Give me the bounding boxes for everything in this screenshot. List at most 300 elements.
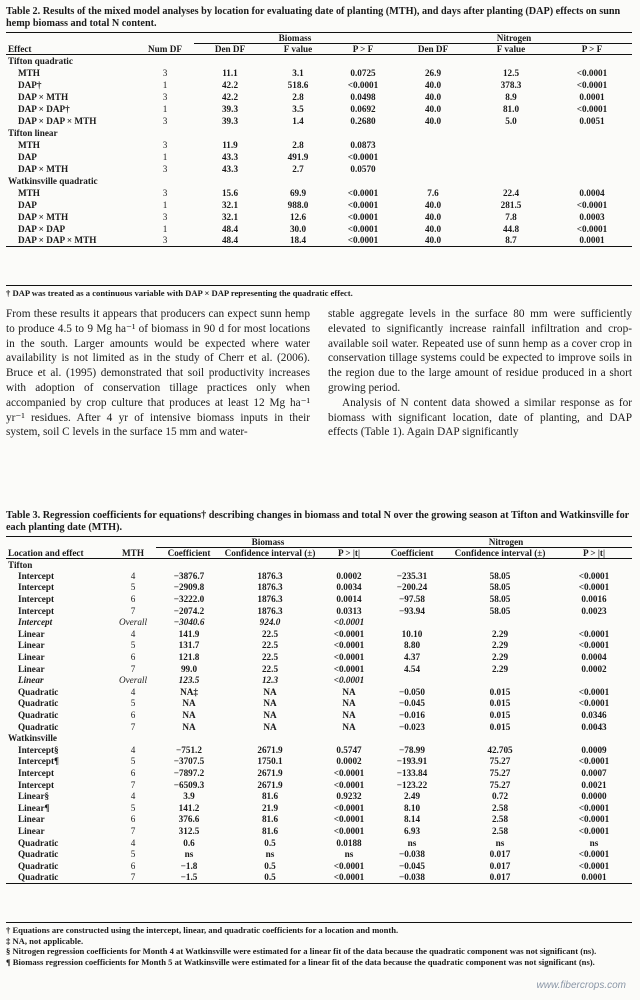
table-cell: 5.0	[505, 115, 517, 126]
table-cell: 0.0023	[581, 605, 607, 616]
table-cell: <0.0001	[333, 814, 365, 825]
table-cell: Intercept	[18, 605, 55, 616]
table-cell: 39.3	[221, 103, 239, 114]
table-cell: DAP × MTH	[18, 163, 69, 174]
table-cell: 81.0	[502, 103, 520, 114]
table-cell	[552, 151, 632, 163]
table-cell: Intercept	[18, 767, 55, 778]
table-cell	[556, 674, 632, 686]
table-cell: 3	[162, 211, 168, 222]
table-section-row	[6, 127, 632, 139]
table-cell: 131.7	[178, 640, 200, 651]
table-cell: Linear	[18, 825, 45, 836]
table-cell: 123.5	[178, 675, 200, 686]
table-cell: −6509.3	[173, 779, 205, 790]
table-cell: 0.017	[489, 860, 511, 871]
table-cell	[444, 674, 556, 686]
table-cell: 491.9	[287, 151, 309, 162]
table-cell: 44.8	[502, 223, 520, 234]
table-cell	[470, 151, 552, 163]
table-cell: Quadratic	[18, 860, 59, 871]
table2-group-biomass: Biomass	[194, 33, 396, 44]
table-cell: Quadratic	[18, 837, 59, 848]
table-cell: Linear	[18, 640, 45, 651]
section-label: Tifton	[8, 559, 33, 570]
table-cell: 3	[162, 235, 168, 246]
table-cell: 58.05	[489, 594, 511, 605]
table-cell: 4	[130, 837, 136, 848]
table-cell: 4	[130, 744, 136, 755]
table-cell: 4.37	[403, 652, 421, 663]
table-cell: 5	[130, 582, 136, 593]
table-cell: 32.1	[221, 199, 239, 210]
table-cell: 58.05	[489, 582, 511, 593]
table-cell: 40.0	[424, 103, 442, 114]
table-cell: MTH	[18, 139, 40, 150]
table-cell: 12.3	[261, 675, 279, 686]
table-cell: 0.5	[264, 860, 276, 871]
table-cell: 0.017	[489, 872, 511, 883]
table-row	[6, 848, 632, 860]
table-cell: 0.015	[489, 686, 511, 697]
table-cell: 6	[130, 710, 136, 721]
table-cell: 99.0	[180, 663, 198, 674]
column-header: Confidence interval (±)	[454, 548, 546, 558]
column-header: Num DF	[148, 43, 182, 54]
table-cell: <0.0001	[576, 67, 608, 78]
table-cell: 22.5	[261, 652, 279, 663]
table-cell: 0.0188	[336, 837, 362, 848]
table-cell: −7897.2	[173, 767, 205, 778]
table-cell: 988.0	[287, 199, 309, 210]
table-cell: 7	[130, 721, 136, 732]
table-cell: NA	[342, 698, 356, 709]
section-label: Tifton quadratic	[8, 55, 73, 66]
table-cell: 40.0	[424, 211, 442, 222]
table-cell: 2671.9	[257, 744, 283, 755]
table3-footnote: ¶ Biomass regression coefficients for Month 5 at Watkinsville were estimated for a linear fit of the data because the quadratic component was not significant (ns).	[6, 956, 595, 967]
table-cell: 1	[162, 199, 168, 210]
table-cell	[396, 151, 470, 163]
table-cell: 48.4	[221, 223, 239, 234]
table-cell: Linear	[18, 663, 45, 674]
table-cell: 40.0	[424, 79, 442, 90]
table-cell: 15.6	[221, 187, 239, 198]
table-cell: 2.8	[292, 91, 304, 102]
table-cell: <0.0001	[333, 872, 365, 883]
table-cell: 58.05	[489, 605, 511, 616]
table-cell: 48.4	[221, 235, 239, 246]
table-cell: 3.5	[292, 103, 304, 114]
table-cell: <0.0001	[333, 767, 365, 778]
table-cell: 2.7	[292, 163, 304, 174]
table3-group-nitrogen: Nitrogen	[380, 537, 632, 548]
table-cell: 42.2	[221, 79, 239, 90]
column-header: P > F	[581, 44, 603, 54]
table-cell: −0.023	[399, 721, 425, 732]
table-cell: 518.6	[287, 79, 309, 90]
table-cell: 1876.3	[257, 594, 283, 605]
table-cell: 2671.9	[257, 767, 283, 778]
table-cell: MTH	[18, 187, 40, 198]
table-cell: 0.6	[183, 837, 195, 848]
table-cell: 58.05	[489, 570, 511, 581]
table-cell: 3	[162, 67, 168, 78]
table-cell: <0.0001	[578, 860, 610, 871]
table-row	[6, 860, 632, 872]
table-cell: 8.80	[403, 640, 421, 651]
table-cell: 0.017	[489, 849, 511, 860]
section-label: Watkinsville	[8, 733, 58, 744]
table-cell: 5	[130, 849, 136, 860]
table-cell: 81.6	[261, 814, 279, 825]
table-cell: NA	[182, 721, 196, 732]
table-cell: <0.0001	[578, 686, 610, 697]
column-header: P > F	[352, 44, 374, 54]
table-cell: NA	[263, 721, 277, 732]
table-cell: <0.0001	[333, 617, 365, 628]
table-cell: 0.5747	[336, 744, 362, 755]
table-row	[6, 103, 632, 115]
table-cell: 2.29	[491, 663, 509, 674]
table-cell: DAP × MTH	[18, 91, 69, 102]
table-cell: 8.14	[403, 814, 421, 825]
table-row	[6, 825, 632, 837]
table-cell: 3	[162, 163, 168, 174]
table-cell: ns	[589, 837, 599, 848]
table-cell: 0.0004	[579, 187, 605, 198]
table-cell: 1876.3	[257, 605, 283, 616]
table-cell	[556, 616, 632, 628]
table-cell: Linear	[18, 675, 44, 686]
table-cell: <0.0001	[576, 199, 608, 210]
table-cell: −0.016	[399, 710, 425, 721]
table-section-row	[6, 55, 632, 67]
table-cell: 1	[162, 151, 168, 162]
table-cell	[552, 139, 632, 151]
table-cell: 0.0692	[350, 103, 376, 114]
table-cell: <0.0001	[578, 756, 610, 767]
table-row	[6, 756, 632, 768]
table-cell: 0.015	[489, 721, 511, 732]
table3-footnote: † Equations are constructed using the intercept, linear, and quadratic coefficients for a location and month.	[6, 925, 399, 935]
table-row	[6, 767, 632, 779]
table-cell: 0.0001	[581, 872, 607, 883]
table-cell: NA	[342, 686, 356, 697]
table-cell: Intercept	[18, 570, 55, 581]
table-cell: 75.27	[489, 779, 511, 790]
table-row	[6, 744, 632, 756]
table-cell: 7	[130, 825, 136, 836]
table3-footnote: ‡ NA, not applicable.	[6, 935, 84, 946]
table-cell: 2.29	[491, 628, 509, 639]
table-cell: Quadratic	[18, 872, 59, 883]
table-cell: NA	[263, 710, 277, 721]
table-cell: 4	[130, 791, 136, 802]
table-cell: <0.0001	[347, 223, 379, 234]
table-row	[6, 570, 632, 582]
table-row	[6, 663, 632, 675]
table-cell: <0.0001	[333, 652, 365, 663]
table-cell: 22.5	[261, 628, 279, 639]
table-row	[6, 211, 632, 223]
table-cell: <0.0001	[347, 235, 379, 246]
table-cell: DAP × DAP × MTH	[18, 235, 97, 246]
table-cell: 6	[130, 652, 136, 663]
table-cell: 7	[130, 605, 136, 616]
table-cell: DAP × DAP × MTH	[18, 115, 97, 126]
table-cell: 2671.9	[257, 779, 283, 790]
table-row	[6, 790, 632, 802]
table-cell: 42.705	[487, 744, 513, 755]
table-cell: 0.0002	[336, 570, 362, 581]
column-header: Coefficient	[167, 548, 211, 558]
table-cell: 0.015	[489, 710, 511, 721]
table-row	[6, 651, 632, 663]
table-row	[6, 709, 632, 721]
table-cell: 141.9	[178, 628, 200, 639]
table-cell: 0.72	[491, 791, 509, 802]
table-section-row	[6, 175, 632, 187]
table-cell: 1	[162, 79, 168, 90]
table-cell: 1.4	[292, 115, 304, 126]
body-left-column	[6, 307, 310, 440]
table-cell: DAP	[18, 199, 37, 210]
table-row	[6, 593, 632, 605]
table-cell: −93.94	[399, 605, 425, 616]
table-cell: Linear¶	[18, 802, 50, 813]
table-cell: 8.9	[505, 91, 517, 102]
table-cell: 5	[130, 640, 136, 651]
body-paragraph: From these results it appears that producers can expect sunn hemp to produce 4.5 to 9 Mg ha⁻¹ of biomass in 90 d for most locations in the south. Larger amounts would be expected where water availability is not limited as in the study of Cherr et al. (2006). Bruce et al. (1995) demonstrated that soil productivity increases with adoption of conservation tillage practices only when accompanied by crop culture that produces at least 12 Mg ha⁻¹ yr⁻¹ residues. After 4 yr of intensive biomass inputs in their system, soil C levels in the surface 15 mm and water-	[6, 308, 310, 439]
table-cell: 40.0	[424, 199, 442, 210]
table2-footnote: † DAP was treated as a continuous variable with DAP × DAP representing the quadratic effect.	[6, 285, 632, 299]
table-cell: 40.0	[424, 115, 442, 126]
table-row	[6, 91, 632, 103]
table3-caption: Table 3. Regression coefficients for equations† describing changes in biomass and total N over the growing season at Tifton and Watkinsville for each planting date (MTH).	[6, 510, 629, 533]
table-cell: 30.0	[289, 223, 307, 234]
table-cell: −0.038	[399, 849, 425, 860]
table-cell: 75.27	[489, 767, 511, 778]
table-cell	[444, 616, 556, 628]
table-cell	[396, 139, 470, 151]
table-cell: 7	[130, 663, 136, 674]
table-cell: 32.1	[221, 211, 239, 222]
table-cell: Quadratic	[18, 698, 59, 709]
table-cell: 5	[130, 698, 136, 709]
table-cell	[470, 163, 552, 175]
table-cell: <0.0001	[333, 675, 365, 686]
table-cell: DAP × DAP	[18, 223, 66, 234]
column-header: P > |t|	[582, 548, 606, 558]
table-cell: <0.0001	[576, 223, 608, 234]
table-cell: 0.5	[264, 837, 276, 848]
table-cell	[380, 616, 444, 628]
table-cell: NA	[263, 686, 277, 697]
table-cell: 4	[130, 570, 136, 581]
table-cell: 0.0498	[350, 91, 376, 102]
table-cell: <0.0001	[333, 779, 365, 790]
table-cell: 22.5	[261, 663, 279, 674]
table-cell: <0.0001	[578, 802, 610, 813]
table-row	[6, 872, 632, 884]
table-cell: 6	[130, 814, 136, 825]
column-header: Den DF	[214, 44, 246, 54]
table-cell: <0.0001	[347, 199, 379, 210]
table-cell: 2.58	[491, 802, 509, 813]
column-header: F value	[496, 44, 526, 54]
table-cell: 0.0003	[579, 211, 605, 222]
table-cell: <0.0001	[578, 570, 610, 581]
table-cell: ns	[265, 849, 275, 860]
table-cell: 22.5	[261, 640, 279, 651]
table-cell: 40.0	[424, 91, 442, 102]
table-cell: 6	[130, 860, 136, 871]
table-cell: ns	[495, 837, 505, 848]
table-cell: <0.0001	[347, 211, 379, 222]
column-header: MTH	[122, 547, 144, 558]
table-cell: DAP × MTH	[18, 211, 69, 222]
table-cell: <0.0001	[578, 628, 610, 639]
table-row	[6, 163, 632, 175]
table-cell: 3.9	[183, 791, 195, 802]
watermark: www.fibercrops.com	[536, 980, 626, 991]
table-cell: 2.58	[491, 814, 509, 825]
table-cell: 4.54	[403, 663, 421, 674]
table-cell: 121.8	[178, 652, 200, 663]
column-header: P > |t|	[337, 548, 361, 558]
table-cell: <0.0001	[578, 698, 610, 709]
column-header: Effect	[8, 43, 32, 54]
table-cell: 0.0007	[581, 767, 607, 778]
table-cell: 6.93	[403, 825, 421, 836]
table-cell: 5	[130, 802, 136, 813]
table-row	[6, 698, 632, 710]
table-cell: −0.045	[399, 860, 425, 871]
table-cell: 0.015	[489, 698, 511, 709]
table-cell: Linear§	[18, 791, 50, 802]
table-cell: 75.27	[489, 756, 511, 767]
table-cell: DAP × DAP†	[18, 103, 70, 114]
table-cell: 0.0051	[579, 115, 605, 126]
table-cell: −2909.8	[173, 582, 205, 593]
table-row	[6, 779, 632, 791]
table-cell	[470, 139, 552, 151]
table-cell: −200.24	[396, 582, 428, 593]
table3-group-biomass: Biomass	[156, 537, 380, 548]
table-cell: Overall	[118, 617, 148, 628]
table3-footnotes	[6, 922, 632, 967]
table-cell: 43.3	[221, 163, 239, 174]
table-row	[6, 616, 632, 628]
table-cell: MTH	[18, 67, 40, 78]
table-row	[6, 79, 632, 91]
table-cell: Intercept¶	[18, 756, 60, 767]
table3	[6, 536, 632, 884]
table-cell: 1	[162, 223, 168, 234]
column-header: Confidence interval (±)	[224, 548, 316, 558]
table-cell: 0.0313	[336, 605, 362, 616]
table-cell: <0.0001	[578, 640, 610, 651]
table-cell: 0.2680	[350, 115, 376, 126]
table-cell: 0.0725	[350, 67, 376, 78]
table-cell: 141.2	[178, 802, 200, 813]
table-cell: 0.0043	[581, 721, 607, 732]
table-cell: 11.9	[222, 139, 238, 150]
table-cell: 26.9	[424, 67, 442, 78]
table-cell: <0.0001	[578, 849, 610, 860]
table-cell: NA	[263, 698, 277, 709]
table-cell: <0.0001	[578, 825, 610, 836]
table-cell: 6	[130, 594, 136, 605]
table-cell: 81.6	[261, 791, 279, 802]
table-cell: −3040.6	[173, 617, 205, 628]
table-cell: 3	[162, 139, 168, 150]
table-row	[6, 674, 632, 686]
table-cell: 4	[130, 686, 136, 697]
table-cell: 0.0014	[336, 594, 362, 605]
table-cell: −3876.7	[173, 570, 205, 581]
table-cell: 2.58	[491, 825, 509, 836]
table-cell: <0.0001	[576, 103, 608, 114]
table-cell: 2.49	[403, 791, 421, 802]
body-paragraph: stable aggregate levels in the surface 80 mm were sufficiently elevated to significantly increase rainfall infiltration and crop-available soil water. Repeated use of sunn hemp as a cover crop in conservation tillage systems could be expected to improve soils in the region due to the large amount of residue produced in a short growing period.	[328, 308, 632, 394]
table-cell: <0.0001	[347, 79, 379, 90]
table-cell: 0.0570	[350, 163, 376, 174]
table-cell: Quadratic	[18, 849, 59, 860]
table-cell: NA	[182, 710, 196, 721]
table-cell: 0.0001	[579, 235, 605, 246]
table-cell: 21.9	[261, 802, 279, 813]
table-cell: NA	[182, 698, 196, 709]
section-label: Tifton linear	[8, 127, 58, 138]
table-row	[6, 582, 632, 594]
table-cell: 376.6	[178, 814, 200, 825]
table-cell: −3707.5	[173, 756, 205, 767]
table-cell: ns	[184, 849, 194, 860]
table-cell: −0.045	[399, 698, 425, 709]
table-cell: 69.9	[289, 187, 307, 198]
table-cell: 3	[162, 91, 168, 102]
table-cell: 4	[130, 628, 136, 639]
table-cell: 1750.1	[257, 756, 283, 767]
table-cell: 3	[162, 115, 168, 126]
table-row	[6, 139, 632, 151]
column-header: Location and effect	[8, 547, 84, 558]
table-cell: 0.0873	[350, 139, 376, 150]
table-cell: 7	[130, 779, 136, 790]
table-row	[6, 640, 632, 652]
table-row	[6, 115, 632, 127]
table-cell: 0.0004	[581, 652, 607, 663]
table-cell: Overall	[118, 675, 148, 686]
table-cell: 1876.3	[257, 582, 283, 593]
table-cell: 2.29	[491, 640, 509, 651]
table-row	[6, 802, 632, 814]
table-row	[6, 151, 632, 163]
table2-group-nitrogen: Nitrogen	[396, 33, 632, 44]
table-cell: 312.5	[178, 825, 200, 836]
table-cell	[380, 674, 444, 686]
table-cell	[396, 163, 470, 175]
table-cell: −193.91	[396, 756, 428, 767]
table-cell: 2.8	[292, 139, 304, 150]
table-cell: 0.0034	[336, 582, 362, 593]
table-cell: 0.0000	[581, 791, 607, 802]
table-cell: NA	[342, 710, 356, 721]
table-cell: 11.1	[222, 67, 238, 78]
body-paragraph: Analysis of N content data showed a similar response as for biomass with significant location, date of planting, and DAP effects (Table 1). Again DAP significantly	[328, 396, 632, 439]
